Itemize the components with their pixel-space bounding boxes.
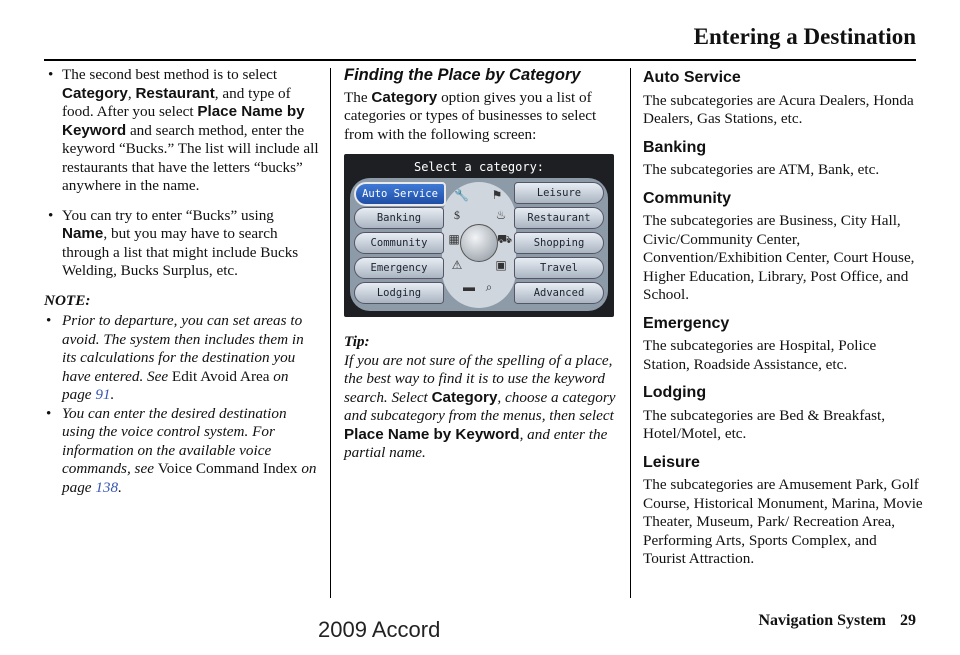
category-panel — [350, 178, 608, 311]
column-right — [643, 66, 923, 569]
joystick-knob-icon — [460, 224, 498, 262]
magnifier-icon: ⌕ — [485, 280, 493, 294]
footer-section-label: Navigation System — [758, 612, 886, 629]
category-screen-image — [344, 154, 614, 317]
wrench-icon: 🔧 — [454, 188, 469, 202]
text: If you are not sure of the spelling of a place, the best way to find it is to use the keyword search. Select — [344, 351, 613, 406]
text: The second best method is to select — [62, 66, 278, 83]
reference-text: Edit Avoid Area — [171, 367, 270, 385]
flag-icon: ⚑ — [491, 188, 503, 202]
subheading-lodging: Lodging — [643, 384, 707, 401]
bed-icon: ▬ — [463, 280, 475, 294]
text: , choose a category and subcategory from the menus, then select — [344, 388, 616, 424]
text: , and type of food. After you select — [62, 84, 291, 120]
list-item — [44, 207, 320, 281]
screen-title: Select a category: — [413, 160, 545, 174]
list-item — [44, 66, 320, 196]
footer — [758, 612, 916, 630]
warning-icon: ⚠ — [451, 258, 463, 272]
keyword: Name — [62, 225, 104, 242]
text: , but you may have to search through a list that might include Bucks Welding, Bucks Surplus, etc. — [62, 225, 299, 279]
column-left — [44, 66, 320, 497]
keyword: Category — [431, 388, 498, 406]
column-middle — [344, 66, 622, 463]
category-button-restaurant[interactable]: Restaurant — [514, 207, 604, 229]
cart-icon: ⛟ — [497, 232, 513, 246]
page-title: Entering a Destination — [693, 24, 916, 49]
fork-icon: ♨ — [495, 208, 507, 222]
text: , and enter the partial name. — [344, 425, 608, 461]
paragraph: The subcategories are Business, City Hall, Civic/Community Center, Convention/Exhibition Center, Court House, Higher Education, Library, Post Office, and School. — [643, 212, 915, 303]
category-button-lodging[interactable]: Lodging — [354, 282, 444, 304]
paragraph: The subcategories are Acura Dealers, Honda Dealers, Gas Stations, etc. — [643, 91, 914, 127]
text: . — [110, 386, 115, 403]
paragraph: The subcategories are Bed & Breakfast, Hotel/Motel, etc. — [643, 406, 886, 442]
money-icon: $ — [454, 208, 460, 222]
category-button-travel[interactable]: Travel — [514, 257, 604, 279]
category-button-leisure[interactable]: Leisure — [514, 182, 604, 204]
subheading-auto-service: Auto Service — [643, 69, 741, 86]
text: option gives you a list of categories or types of businesses to select from with the following screen: — [344, 88, 597, 143]
text: , — [127, 84, 136, 102]
column-divider — [630, 68, 631, 598]
subheading-emergency: Emergency — [643, 314, 730, 332]
building-icon: ▦ — [448, 232, 460, 246]
paragraph: The subcategories are Amusement Park, Golf Course, Historical Monument, Marina, Movie Theater, Museum, Park/ Recreation Area, Performing Arts, Sports Complex, and Tourist Attraction. — [643, 476, 923, 567]
note-list — [44, 312, 320, 497]
category-button-banking[interactable]: Banking — [354, 207, 444, 229]
text: . — [118, 478, 122, 496]
text: and search method, enter the keyword “Bucks.” The list will include all restaurants that have the letters “bucks” anywhere in the name. — [62, 121, 319, 194]
text: The — [344, 88, 372, 106]
column-divider — [330, 68, 331, 598]
text: Prior to departure, you can set areas to avoid. The system then includes them in its calculations for the destination you have entered. See — [62, 312, 304, 385]
keyword: Category — [62, 84, 128, 102]
category-button-advanced[interactable]: Advanced — [514, 282, 604, 304]
watermark: 2009 Accord — [318, 617, 441, 642]
tip-paragraph — [344, 352, 622, 463]
intro-paragraph — [344, 89, 622, 145]
paragraph: The subcategories are Hospital, Police Station, Roadside Assistance, etc. — [643, 337, 877, 373]
keyword: Place Name by Keyword — [62, 103, 305, 139]
subheading-community: Community — [643, 189, 731, 207]
keyword: Category — [371, 88, 438, 106]
reference-text: Voice Command Index — [157, 460, 298, 477]
text: on page — [62, 367, 289, 403]
category-button-emergency[interactable]: Emergency — [354, 257, 444, 279]
text: You can enter the desired destination using the voice control system. For information on the available voice commands, see — [62, 404, 287, 477]
bullet-list — [44, 66, 320, 281]
text: on page — [62, 460, 317, 496]
list-item — [44, 405, 320, 498]
paragraph: The subcategories are ATM, Bank, etc. — [643, 161, 880, 178]
subheading-banking: Banking — [643, 138, 707, 156]
category-button-shopping[interactable]: Shopping — [514, 232, 604, 254]
page-link[interactable]: 138 — [95, 478, 119, 496]
keyword: Place Name by Keyword — [344, 425, 520, 443]
note-heading: NOTE: — [44, 291, 91, 309]
suitcase-icon: ▣ — [495, 258, 507, 272]
page-link[interactable]: 91 — [95, 386, 111, 403]
category-button-community[interactable]: Community — [354, 232, 444, 254]
text: You can try to enter “Bucks” using — [62, 206, 274, 224]
page-number: 29 — [900, 612, 916, 629]
category-button-auto-service[interactable]: Auto Service — [354, 182, 446, 206]
tip-heading: Tip: — [344, 333, 370, 350]
list-item — [44, 312, 320, 405]
subheading-leisure: Leisure — [643, 453, 700, 471]
section-heading: Finding the Place by Category — [344, 66, 581, 84]
keyword: Restaurant — [135, 84, 215, 102]
header-rule — [44, 59, 916, 61]
